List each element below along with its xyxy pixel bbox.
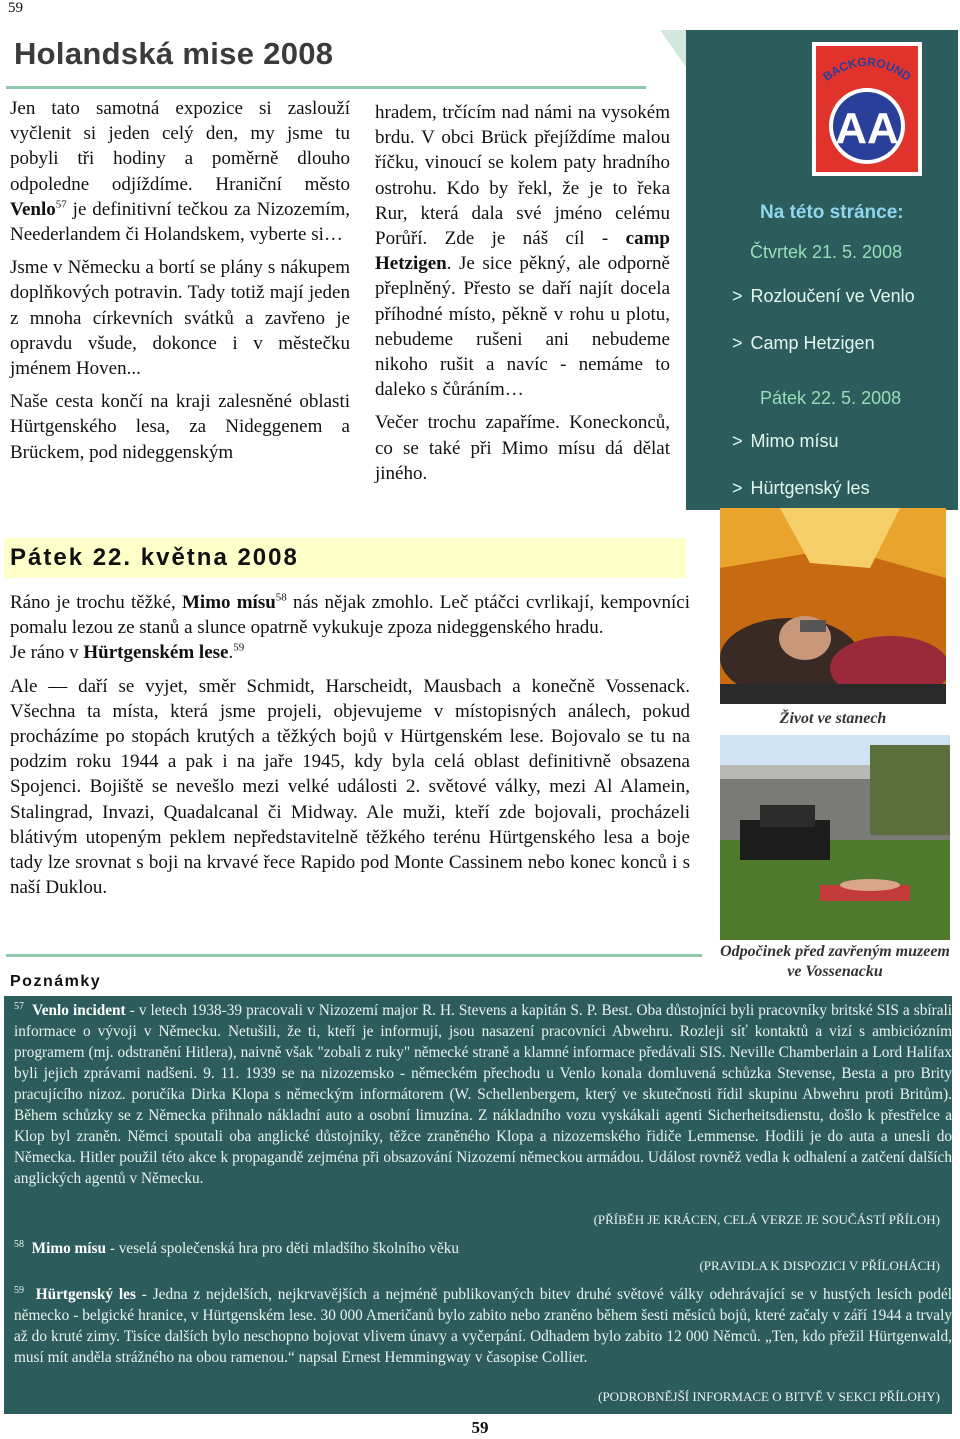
sidebar-link-mimo[interactable]: > Mimo mísu — [732, 431, 839, 451]
sidebar-link-camp[interactable]: > Camp Hetzigen — [732, 333, 875, 353]
footnote-ref-58: 58 — [275, 591, 287, 604]
photo-museum — [720, 735, 950, 940]
intro-paragraph: hradem, trčícím nad námi na vysokém brdu. V obci Brück přejíždíme malou říčku, vinoucí se kolem paty hradního ostrohu. Kdo by řekl, že je to řeka Rur, která dala své jméno celému Porůří. Zde je náš cíl - camp Hetzigen. Je sice pěkný, ale odporně přeplněný. Přesto se daří najít docela příhodné místo, pěkně v rohu u plotu, nebudeme rušeni ani nebudeme nikoho rušit a navíc - nemáme to daleko s čůráním… — [375, 102, 670, 401]
page-number-top: 59 — [8, 0, 23, 16]
photo-caption-1: Život ve stanech — [779, 710, 887, 727]
chevron-right-icon: > — [732, 333, 743, 353]
sidebar-link-venlo[interactable]: > Rozloučení ve Venlo — [732, 286, 915, 306]
main-paragraph: Ale — daří se vyjet, směr Schmidt, Harscheidt, Mausbach a konečně Vossenack. Všechna ta místa, která jsme projeli, objevujeme v místopisných análech, pokud procházíme po stopách krutých a těžkých bojů v Hürtgenském lese. Bojovalo se tu na podzim roku 1944 a pak i na jaře 1945, kdy byla celá oblast definitivně obsazena Spojenci. Bojiště se nevešlo mezi velké události 2. světové války, mezi Al Alamein, Stalingrad, Invazi, Quadalcanal či Midway. Ale muži, kteří zde bojovali, procházeli blátivým utopeným peklem nepředstavitelně těžkého terénu Hürtgenského lesa a boje tady lze srovnat s boji na krvavé řece Rapido pod Monte Cassinem nebo konec konců i s naší Duklou. — [10, 675, 690, 899]
title-rule — [6, 86, 646, 89]
notes-rule — [6, 954, 702, 957]
day-title: Pátek 22. května 2008 — [10, 544, 299, 571]
intro-column-1 — [10, 96, 350, 473]
svg-text:AA: AA — [835, 104, 899, 153]
intro-paragraph: Večer trochu zapaříme. Koneckonců, co se také při Mimo mísu dá dělat jiného. — [375, 412, 670, 484]
highlight-camp: camp Hetzigen — [375, 228, 670, 275]
footnote-58: $^{58}$ Mimo mísu - veselá společenská hra pro děti mladšího školního věku — [14, 1238, 460, 1257]
main-text — [10, 590, 690, 908]
footnotes-box — [4, 996, 952, 1414]
footnote-58-note: (PRAVIDLA K DISPOZICI V PŘÍLOHÁCH) — [699, 1258, 940, 1273]
main-paragraph: Ráno je trochu těžké, Mimo mísu$^{58}$ nás nějak zmohlo. Leč ptáčci cvrlikají, kempovníci pomalu lezou ze stanů a slunce opatrně vykukuje zpoza nideggenského hradu. — [10, 591, 690, 639]
footnote-59-note: (PODROBNĚJŠÍ INFORMACE O BITVĚ V SEKCI PŘÍLOHY) — [598, 1389, 940, 1404]
page-title: Holandská mise 2008 — [14, 36, 334, 71]
intro-column-2 — [375, 100, 670, 494]
sidebar-heading: Na této stránce: — [760, 202, 904, 223]
footnote-ref-59: 59 — [233, 642, 245, 655]
footnote-57-note: (PŘÍBĚH JE KRÁCEN, CELÁ VERZE JE SOUČÁSTÍ PŘÍLOH) — [593, 1212, 940, 1227]
sidebar-link-hurtgen[interactable]: > Hürtgenský les — [732, 478, 870, 498]
photo-tent — [720, 508, 946, 704]
photo-caption-2: Odpočinek před zavřeným muzeem ve Vossenacku — [720, 943, 950, 980]
sidebar-day-2: Pátek 22. 5. 2008 — [760, 388, 902, 408]
intro-paragraph: Jen tato samotná expozice si zaslouží vyčlenit si jeden celý den, my jsme tu pobyli tři hodiny a poměrně dlouho odpoledne odjíždíme. Hraniční město Venlo$^{57}$ je definitivní tečkou za Nizozemím, Neederlandem či Holandskem, vyberte si… — [10, 98, 350, 246]
highlight-venlo: Venlo — [10, 198, 56, 220]
footnote-ref-57: 57 — [55, 198, 67, 211]
sidebar-day-1: Čtvrtek 21. 5. 2008 — [750, 242, 903, 262]
footnote-57: $^{57}$ Venlo incident - v letech 1938-39 pracovali v Nizozemí major R. H. Stevens a kapitán S. P. Best. Oba důstojníci byli pracovníky britské SIS a sbírali informace o vývoji v Německu. Netušili, že ti, kteří je informují, jsou nasazení pracovníci Abwehru. Rozleji síť kontaktů a vizí s ambiciózním programem (mj. odstranění Hitlera), naivně však "zobali z ruky" německé straně a klamné informace předávali SIS. Neville Chamberlain a Lord Halifax byli jejich zprávami nadšeni. 9. 11. 1939 se na nizozemsko - německém přechodu u Venlo konala domluvená schůzka Stevense, Besta a pro Brity pracujícího nizoz. poručíka Dirka Klopa s německým informátorem (W. Schellenbergem, který ve skutečnosti řídil skupinu Abwehru proti Britům). Během schůzky se z Německa přihnalo nákladní auto a osobní limuzína. Z nákladního vozu vyskákali agenti Sicherheitsdienstu, došlo k přestřelce a Klop byl zraněn. Němci spoutali oba anglické důstojníky, těžce zraněného Klopa a nizozemského řidiče Lemmense. Hodili je do auta a unesli do Německa. Hitler použil této akce k propagandě zejména při obsazování Nizozemí německou armádou. Událost rovněž vedla k odhalení a zatčení dalších anglických agentů v Německu. — [14, 1000, 952, 1187]
footnote-59: $^{59}$ Hürtgenský les - Jedna z nejdelších, nejkrvavějších a nejméně publikovaných bitev druhé světové války odehrávající se v hustých lesích podél německo - belgické hranice, v Hürtgenském lese. 30 000 Američanů bylo zabito nebo zraněno během šesti měsíců bojů, které začaly v září 1944 a trvaly až do kruté zimy. Tisíce dalších bylo neschopno bojovat vlivem únavy a vyčerpání. Odhadem bylo zabito 12 000 Němců. „Ten, kdo přežil Hürtgenwald, musí mít anděla strážného na obou ramenou.“ napsal Ernest Hemmingway v časopise Collier. — [14, 1284, 952, 1366]
chevron-right-icon: > — [732, 286, 743, 306]
chevron-right-icon: > — [732, 478, 743, 498]
intro-paragraph: Jsme v Německu a bortí se plány s nákupem doplňkových potravin. Tady totiž mají jeden z mnoha církevních svátků a zavřeno je opravdu všude, dokonce i v městečku jménem Hoven... — [10, 257, 350, 380]
svg-text:BACKGROUND: BACKGROUND — [820, 54, 914, 84]
notes-label: Poznámky — [10, 973, 102, 990]
chevron-right-icon: > — [732, 431, 743, 451]
page-number-bottom: 59 — [471, 1418, 489, 1437]
intro-paragraph: Naše cesta končí na kraji zalesněné oblasti Hürtgenského lesa, za Nideggenem a Brückem, pod nideggenským — [10, 391, 350, 463]
airborne-badge-icon — [812, 42, 922, 176]
main-paragraph: Je ráno v Hürtgenském lese.$^{59}$ — [10, 642, 245, 664]
